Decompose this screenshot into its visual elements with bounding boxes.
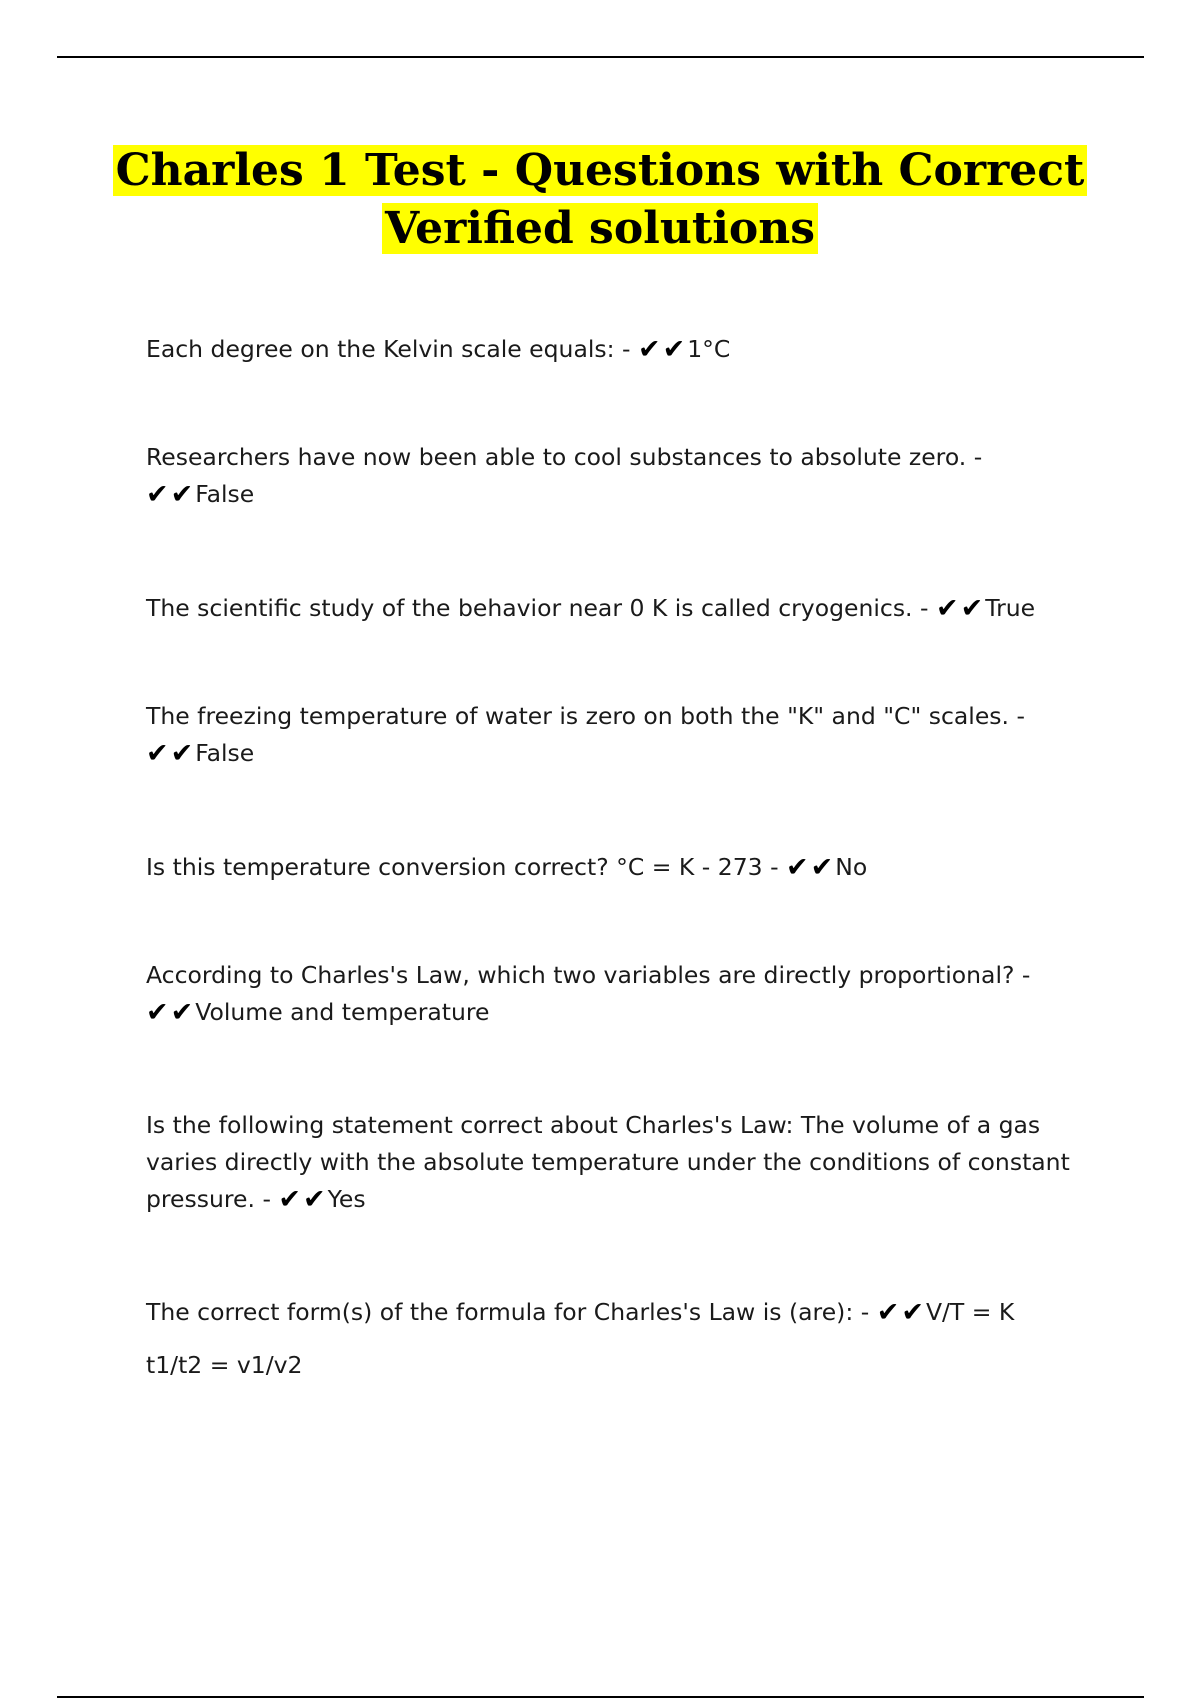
checkmark-icon: ✔ (146, 479, 169, 510)
checkmark-icon: ✔ (146, 738, 169, 769)
qa-item-2 (146, 439, 1096, 513)
question-text: According to Charles's Law, which two variables are directly proportional? - (146, 961, 1031, 989)
answer-text: 1°C (687, 335, 731, 363)
qa-item-5 (146, 849, 1096, 886)
checkmark-icon: ✔ (170, 738, 194, 769)
checkmark-icon: ✔ (146, 997, 169, 1028)
checkmark-icon: ✔ (810, 852, 834, 883)
qa-item-4 (146, 698, 1096, 772)
question-text: The scientific study of the behavior near 0 K is called cryogenics. - (146, 594, 929, 622)
qa-item-7 (146, 1107, 1096, 1218)
question-text: Each degree on the Kelvin scale equals: - (146, 335, 631, 363)
answer-text: V/T = K (925, 1298, 1015, 1326)
qa-item-1 (146, 331, 1096, 368)
question-text: The correct form(s) of the formula for Charles's Law is (are): - (146, 1298, 870, 1326)
question-text: Researchers have now been able to cool substances to absolute zero. - (146, 443, 983, 471)
answer-text: No (835, 853, 868, 881)
title-line-1: Charles 1 Test - Questions with Correct (113, 145, 1088, 196)
answer-text: False (195, 480, 255, 508)
checkmark-icon: ✔ (637, 334, 661, 365)
question-text: Is this temperature conversion correct? °C = K - 273 - (146, 853, 779, 881)
checkmark-icon: ✔ (170, 479, 194, 510)
answer-text: True (985, 594, 1036, 622)
qa-item-6 (146, 957, 1096, 1031)
checkmark-icon: ✔ (876, 1297, 900, 1328)
checkmark-icon: ✔ (786, 852, 809, 883)
question-text: Is the following statement correct about Charles's Law: The volume of a gas varies directly with the absolute temperature under the conditions of constant pressure. - (146, 1111, 1070, 1213)
answer-text: False (195, 739, 255, 767)
answer-text: Yes (327, 1185, 366, 1213)
qa-item-8 (146, 1294, 1096, 1384)
checkmark-icon: ✔ (935, 593, 959, 624)
top-rule (57, 56, 1144, 58)
checkmark-icon: ✔ (901, 1297, 924, 1328)
checkmark-icon: ✔ (278, 1184, 302, 1215)
qa-item-3 (146, 590, 1096, 627)
answer-text: Volume and temperature (195, 998, 490, 1026)
document-title (0, 142, 1200, 258)
checkmark-icon: ✔ (170, 997, 194, 1028)
question-text: The freezing temperature of water is zero on both the "K" and "C" scales. - (146, 702, 1025, 730)
checkmark-icon: ✔ (662, 334, 686, 365)
answer-extra-text: t1/t2 = v1/v2 (146, 1351, 303, 1379)
title-line-2: Verified solutions (382, 203, 818, 254)
checkmark-icon: ✔ (303, 1184, 326, 1215)
bottom-rule (57, 1696, 1144, 1698)
checkmark-icon: ✔ (960, 593, 984, 624)
